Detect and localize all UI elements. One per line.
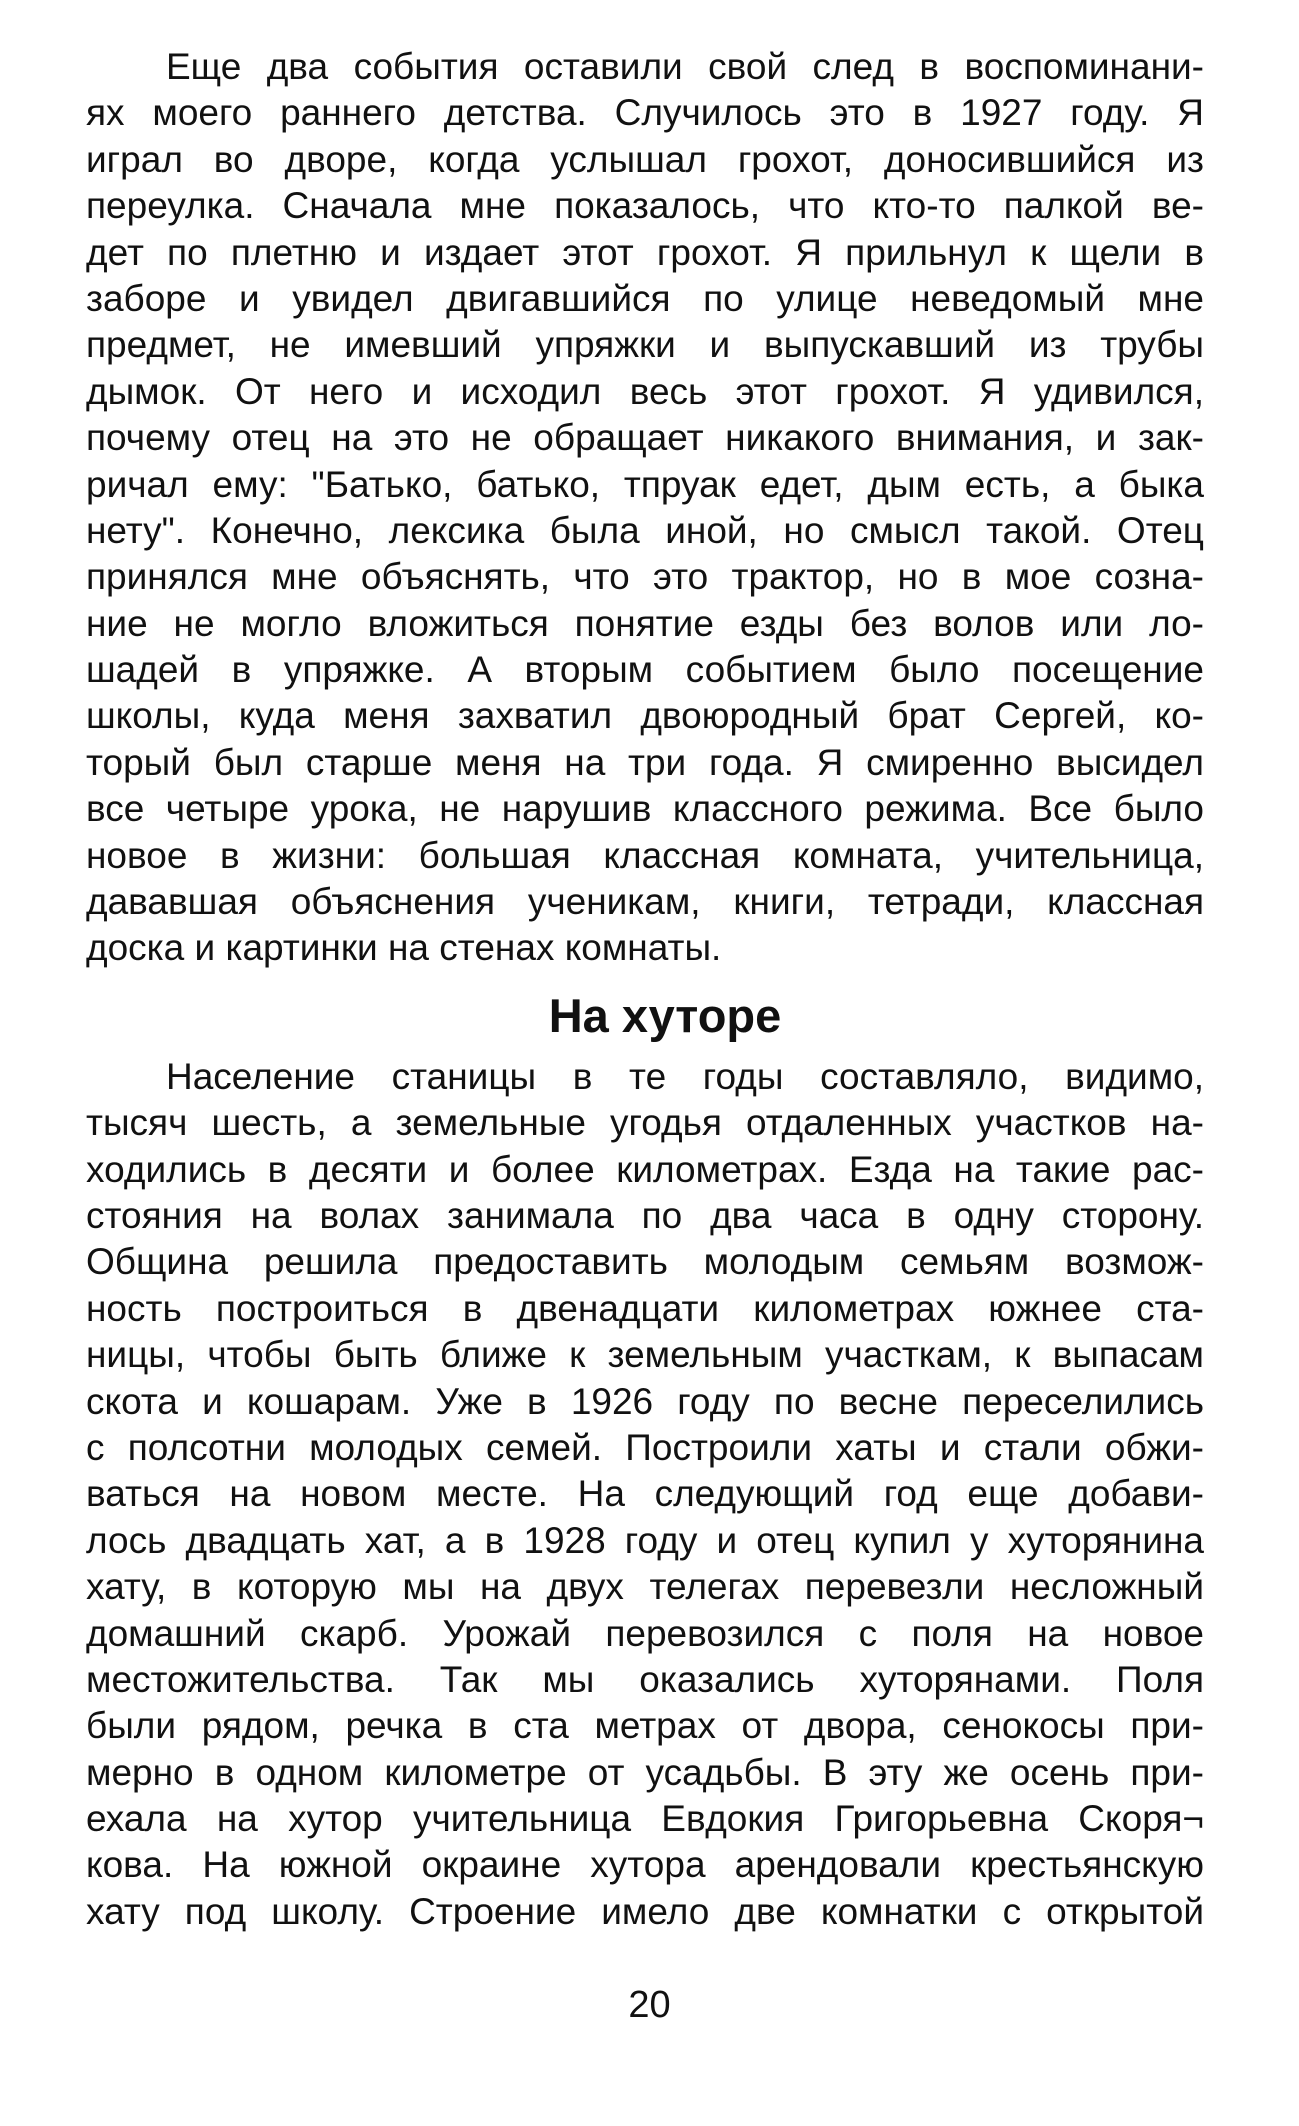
text-line: ричал ему: "Батько, батько, тпруак едет, дым есть, а быка (86, 463, 1204, 505)
text-line: скота и кошарам. Уже в 1926 году по весне переселились (86, 1380, 1204, 1422)
text-line: все четыре урока, не нарушив классного режима. Все было (86, 788, 1204, 830)
text-line: предмет, не имевший упряжки и выпускавший из трубы (86, 324, 1204, 366)
text-line: ходились в десяти и более километрах. Езда на такие рас- (86, 1148, 1204, 1190)
text-line: новое в жизни: большая классная комната, учительница, (86, 834, 1204, 876)
text-line: лось двадцать хат, а в 1928 году и отец купил у хуторянина (86, 1519, 1204, 1561)
section-heading: На хуторе (548, 988, 782, 1042)
text-line: ницы, чтобы быть ближе к земельным участкам, к выпасам (86, 1334, 1204, 1376)
text-line: ние не могло вложиться понятие езды без волов или ло- (86, 602, 1204, 644)
text-line: шадей в упряжке. А вторым событием было посещение (86, 649, 1204, 691)
text-line: торый был старше меня на три года. Я смиренно высидел (86, 741, 1204, 783)
text-line: дававшая объяснения ученикам, книги, тетради, классная (86, 881, 1204, 923)
text-line: мерно в одном километре от усадьбы. В эту же осень при- (86, 1751, 1204, 1793)
text-line: дымок. От него и исходил весь этот грохот. Я удивился, (86, 370, 1204, 412)
text-line: Община решила предоставить молодым семьям возмож- (86, 1241, 1204, 1283)
text-line: ность построиться в двенадцати километрах южнее ста- (86, 1287, 1204, 1329)
text-line: ваться на новом месте. На следующий год еще добави- (86, 1473, 1204, 1515)
text-line: хату под школу. Строение имело две комнатки с открытой (86, 1890, 1204, 1932)
text-line: заборе и увидел двигавшийся по улице неведомый мне (86, 277, 1204, 319)
text-line: почему отец на это не обращает никакого внимания, и зак- (86, 417, 1204, 459)
paragraph-2 (86, 1054, 1204, 1935)
text-line: играл во дворе, когда услышал грохот, доносившийся из (86, 138, 1204, 180)
paragraph-1 (86, 44, 1204, 972)
text-line: Население станицы в те годы составляло, видимо, (166, 1055, 1204, 1097)
text-line: домашний скарб. Урожай перевозился с поля на новое (86, 1612, 1204, 1654)
text-line: были рядом, речка в ста метрах от двора, сенокосы при- (86, 1705, 1204, 1747)
text-line: принялся мне объяснять, что это трактор, но в мое созна- (86, 556, 1204, 598)
text-line: дет по плетню и издает этот грохот. Я прильнул к щели в (86, 231, 1204, 273)
page-number: 20 (628, 1984, 671, 2026)
text-line: Еще два события оставили свой след в воспоминани- (166, 46, 1204, 87)
text-line: стояния на волах занимала по два часа в одну сторону. (86, 1194, 1204, 1236)
text-line: школы, куда меня захватил двоюродный брат Сергей, ко- (86, 695, 1204, 737)
text-line: кова. На южной окраине хутора арендовали крестьянскую (86, 1844, 1204, 1886)
text-line: ехала на хутор учительница Евдокия Григорьевна Скоря¬ (86, 1798, 1204, 1840)
text-line: ях моего раннего детства. Случилось это в 1927 году. Я (86, 92, 1204, 134)
text-line: тысяч шесть, а земельные угодья отдаленных участков на- (86, 1102, 1204, 1144)
text-line: хату, в которую мы на двух телегах перевезли несложный (86, 1566, 1204, 1608)
text-line: с полсотни молодых семей. Построили хаты и стали обжи- (86, 1426, 1204, 1468)
text-line: нету". Конечно, лексика была иной, но смысл такой. Отец (86, 509, 1204, 551)
text-line: доска и картинки на стенах комнаты. (86, 927, 722, 969)
page-body (86, 44, 1204, 1935)
text-line: местожительства. Так мы оказались хуторянами. Поля (86, 1658, 1204, 1700)
text-line: переулка. Сначала мне показалось, что кто-то палкой ве- (86, 185, 1204, 227)
